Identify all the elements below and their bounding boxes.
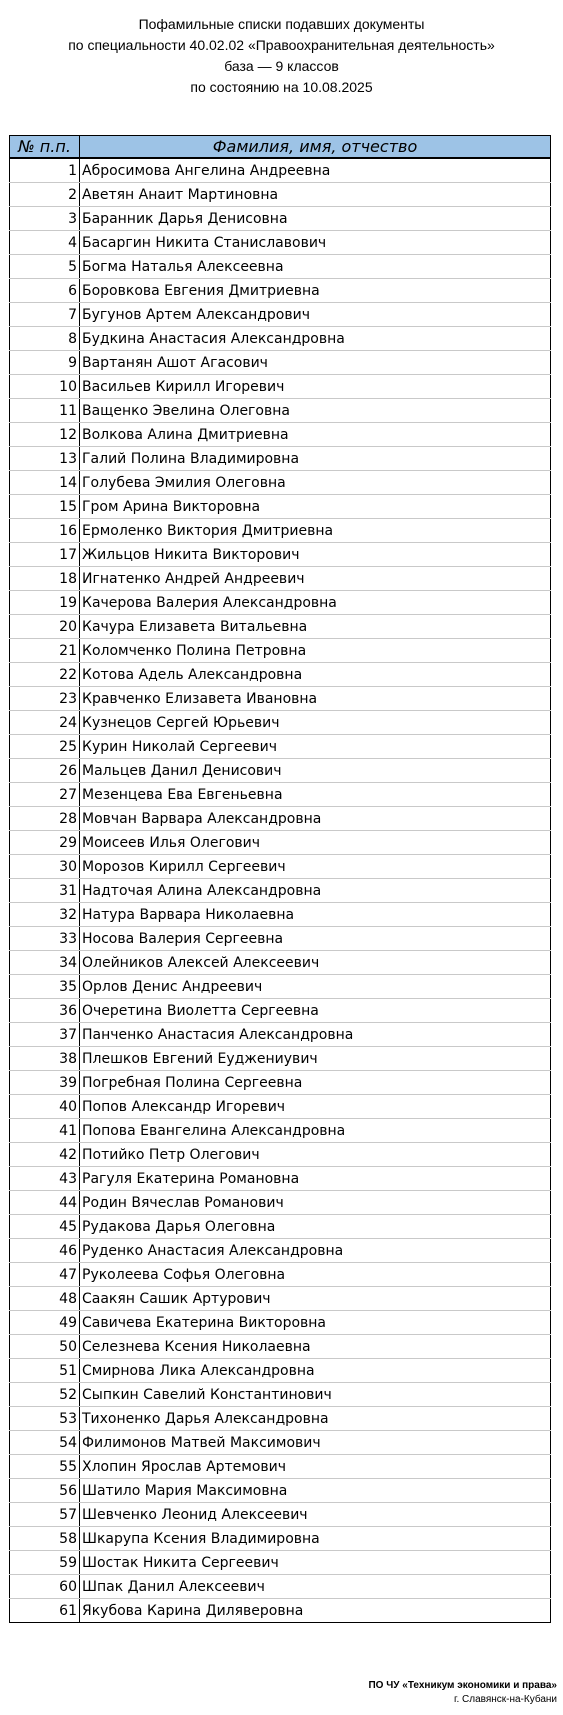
- column-header-name: Фамилия, имя, отчество: [80, 136, 551, 159]
- table-row: [10, 567, 551, 591]
- table-row: [10, 639, 551, 663]
- table-row: [10, 543, 551, 567]
- row-full-name: Морозов Кирилл Сергеевич: [80, 855, 551, 879]
- row-full-name: Ермоленко Виктория Дмитриевна: [80, 519, 551, 543]
- row-number: 51: [10, 1359, 80, 1383]
- table-row: [10, 855, 551, 879]
- table-row: [10, 1119, 551, 1143]
- row-number: 57: [10, 1503, 80, 1527]
- row-number: 9: [10, 351, 80, 375]
- row-full-name: Качура Елизавета Витальевна: [80, 615, 551, 639]
- table-row: [10, 951, 551, 975]
- row-full-name: Руденко Анастасия Александровна: [80, 1239, 551, 1263]
- row-full-name: Савичева Екатерина Викторовна: [80, 1311, 551, 1335]
- row-number: 48: [10, 1287, 80, 1311]
- row-number: 36: [10, 999, 80, 1023]
- row-full-name: Плешков Евгений Еуджениувич: [80, 1047, 551, 1071]
- row-number: 13: [10, 447, 80, 471]
- table-row: [10, 1479, 551, 1503]
- row-number: 37: [10, 1023, 80, 1047]
- table-row: [10, 423, 551, 447]
- row-full-name: Родин Вячеслав Романович: [80, 1191, 551, 1215]
- table-row: [10, 1551, 551, 1575]
- table-header-row: [10, 136, 551, 159]
- row-number: 46: [10, 1239, 80, 1263]
- table-row: [10, 1503, 551, 1527]
- table-row: [10, 903, 551, 927]
- table-row: [10, 807, 551, 831]
- table-row: [10, 1239, 551, 1263]
- table-row: [10, 1407, 551, 1431]
- table-row: [10, 303, 551, 327]
- row-full-name: Гром Арина Викторовна: [80, 495, 551, 519]
- row-full-name: Абросимова Ангелина Андреевна: [80, 158, 551, 183]
- row-full-name: Очеретина Виолетта Сергеевна: [80, 999, 551, 1023]
- table-row: [10, 1263, 551, 1287]
- table-row: [10, 735, 551, 759]
- table-row: [10, 831, 551, 855]
- row-number: 47: [10, 1263, 80, 1287]
- row-full-name: Боровкова Евгения Дмитриевна: [80, 279, 551, 303]
- row-number: 7: [10, 303, 80, 327]
- row-number: 43: [10, 1167, 80, 1191]
- row-number: 22: [10, 663, 80, 687]
- row-number: 2: [10, 183, 80, 207]
- row-full-name: Натура Варвара Николаевна: [80, 903, 551, 927]
- row-number: 17: [10, 543, 80, 567]
- table-row: [10, 158, 551, 183]
- row-full-name: Хлопин Ярослав Артемович: [80, 1455, 551, 1479]
- row-full-name: Моисеев Илья Олегович: [80, 831, 551, 855]
- table-body: [10, 158, 551, 1623]
- table-row: [10, 591, 551, 615]
- row-full-name: Шкарупа Ксения Владимировна: [80, 1527, 551, 1551]
- row-number: 44: [10, 1191, 80, 1215]
- row-full-name: Игнатенко Андрей Андреевич: [80, 567, 551, 591]
- row-number: 25: [10, 735, 80, 759]
- table-row: [10, 1383, 551, 1407]
- header-line-title: Пофамильные списки подавших документы: [138, 16, 425, 32]
- row-full-name: Будкина Анастасия Александровна: [80, 327, 551, 351]
- row-number: 16: [10, 519, 80, 543]
- row-full-name: Богма Наталья Алексеевна: [80, 255, 551, 279]
- row-number: 39: [10, 1071, 80, 1095]
- row-full-name: Саакян Сашик Артурович: [80, 1287, 551, 1311]
- row-full-name: Шатило Мария Максимовна: [80, 1479, 551, 1503]
- row-full-name: Ващенко Эвелина Олеговна: [80, 399, 551, 423]
- row-full-name: Мальцев Данил Денисович: [80, 759, 551, 783]
- table-row: [10, 1335, 551, 1359]
- row-number: 41: [10, 1119, 80, 1143]
- row-number: 10: [10, 375, 80, 399]
- row-number: 28: [10, 807, 80, 831]
- row-number: 52: [10, 1383, 80, 1407]
- table-row: [10, 327, 551, 351]
- table-row: [10, 1167, 551, 1191]
- table-row: [10, 663, 551, 687]
- table-row: [10, 1047, 551, 1071]
- row-full-name: Потийко Петр Олегович: [80, 1143, 551, 1167]
- row-number: 14: [10, 471, 80, 495]
- table-row: [10, 615, 551, 639]
- header-line-base: база — 9 классов: [224, 58, 339, 74]
- row-number: 34: [10, 951, 80, 975]
- row-number: 21: [10, 639, 80, 663]
- row-full-name: Шевченко Леонид Алексеевич: [80, 1503, 551, 1527]
- row-number: 27: [10, 783, 80, 807]
- table-row: [10, 1575, 551, 1599]
- row-number: 58: [10, 1527, 80, 1551]
- row-full-name: Качерова Валерия Александровна: [80, 591, 551, 615]
- row-number: 5: [10, 255, 80, 279]
- table-row: [10, 1215, 551, 1239]
- row-number: 18: [10, 567, 80, 591]
- table-row: [10, 519, 551, 543]
- row-full-name: Кузнецов Сергей Юрьевич: [80, 711, 551, 735]
- row-full-name: Васильев Кирилл Игоревич: [80, 375, 551, 399]
- table-row: [10, 231, 551, 255]
- table-row: [10, 711, 551, 735]
- row-number: 56: [10, 1479, 80, 1503]
- table-row: [10, 975, 551, 999]
- table-row: [10, 759, 551, 783]
- row-number: 26: [10, 759, 80, 783]
- row-number: 11: [10, 399, 80, 423]
- table-row: [10, 375, 551, 399]
- table-row: [10, 351, 551, 375]
- table-row: [10, 1431, 551, 1455]
- row-full-name: Сыпкин Савелий Константинович: [80, 1383, 551, 1407]
- row-full-name: Олейников Алексей Алексеевич: [80, 951, 551, 975]
- table-row: [10, 1527, 551, 1551]
- row-number: 1: [10, 158, 80, 183]
- table-row: [10, 879, 551, 903]
- row-full-name: Баранник Дарья Денисовна: [80, 207, 551, 231]
- row-full-name: Кравченко Елизавета Ивановна: [80, 687, 551, 711]
- row-full-name: Курин Николай Сергеевич: [80, 735, 551, 759]
- table-row: [10, 1455, 551, 1479]
- column-header-number: № п.п.: [10, 136, 80, 159]
- row-number: 15: [10, 495, 80, 519]
- table-row: [10, 495, 551, 519]
- row-full-name: Руколеева Софья Олеговна: [80, 1263, 551, 1287]
- footer-organization: ПО ЧУ «Техникум экономики и права»: [368, 1680, 557, 1691]
- table-row: [10, 471, 551, 495]
- table-row: [10, 927, 551, 951]
- header-line-date: по состоянию на 10.08.2025: [190, 79, 373, 95]
- row-full-name: Галий Полина Владимировна: [80, 447, 551, 471]
- row-full-name: Шпак Данил Алексеевич: [80, 1575, 551, 1599]
- row-full-name: Волкова Алина Дмитриевна: [80, 423, 551, 447]
- row-full-name: Носова Валерия Сергеевна: [80, 927, 551, 951]
- row-number: 42: [10, 1143, 80, 1167]
- row-full-name: Погребная Полина Сергеевна: [80, 1071, 551, 1095]
- row-number: 49: [10, 1311, 80, 1335]
- row-full-name: Котова Адель Александровна: [80, 663, 551, 687]
- row-number: 55: [10, 1455, 80, 1479]
- table-row: [10, 207, 551, 231]
- row-full-name: Филимонов Матвей Максимович: [80, 1431, 551, 1455]
- row-number: 19: [10, 591, 80, 615]
- applicants-table: [9, 135, 551, 1623]
- row-full-name: Смирнова Лика Александровна: [80, 1359, 551, 1383]
- row-full-name: Попова Евангелина Александровна: [80, 1119, 551, 1143]
- footer-city: г. Славянск-на-Кубани: [454, 1694, 557, 1705]
- row-full-name: Рудакова Дарья Олеговна: [80, 1215, 551, 1239]
- row-number: 29: [10, 831, 80, 855]
- table-row: [10, 1143, 551, 1167]
- table-row: [10, 183, 551, 207]
- table-row: [10, 447, 551, 471]
- row-full-name: Селезнева Ксения Николаевна: [80, 1335, 551, 1359]
- row-full-name: Орлов Денис Андреевич: [80, 975, 551, 999]
- row-number: 31: [10, 879, 80, 903]
- table-row: [10, 1599, 551, 1623]
- row-number: 50: [10, 1335, 80, 1359]
- row-number: 45: [10, 1215, 80, 1239]
- row-number: 40: [10, 1095, 80, 1119]
- row-full-name: Аветян Анаит Мартиновна: [80, 183, 551, 207]
- row-number: 6: [10, 279, 80, 303]
- table-row: [10, 1311, 551, 1335]
- row-number: 12: [10, 423, 80, 447]
- row-number: 24: [10, 711, 80, 735]
- table-row: [10, 255, 551, 279]
- row-number: 4: [10, 231, 80, 255]
- header-line-specialty: по специальности 40.02.02 «Правоохранительная деятельность»: [68, 37, 495, 53]
- row-full-name: Мезенцева Ева Евгеньевна: [80, 783, 551, 807]
- row-full-name: Попов Александр Игоревич: [80, 1095, 551, 1119]
- row-number: 23: [10, 687, 80, 711]
- row-number: 61: [10, 1599, 80, 1623]
- table-row: [10, 687, 551, 711]
- table-row: [10, 279, 551, 303]
- row-full-name: Тихоненко Дарья Александровна: [80, 1407, 551, 1431]
- row-number: 32: [10, 903, 80, 927]
- row-number: 3: [10, 207, 80, 231]
- row-number: 54: [10, 1431, 80, 1455]
- row-number: 53: [10, 1407, 80, 1431]
- row-number: 60: [10, 1575, 80, 1599]
- table-row: [10, 399, 551, 423]
- row-full-name: Коломченко Полина Петровна: [80, 639, 551, 663]
- row-number: 59: [10, 1551, 80, 1575]
- table-row: [10, 999, 551, 1023]
- document-footer: [368, 1679, 557, 1707]
- table-row: [10, 1071, 551, 1095]
- row-number: 35: [10, 975, 80, 999]
- row-number: 38: [10, 1047, 80, 1071]
- row-full-name: Рагуля Екатерина Романовна: [80, 1167, 551, 1191]
- table-row: [10, 1095, 551, 1119]
- row-number: 20: [10, 615, 80, 639]
- row-full-name: Голубева Эмилия Олеговна: [80, 471, 551, 495]
- row-full-name: Басаргин Никита Станиславович: [80, 231, 551, 255]
- table-row: [10, 783, 551, 807]
- row-full-name: Мовчан Варвара Александровна: [80, 807, 551, 831]
- row-number: 30: [10, 855, 80, 879]
- document-header: [0, 14, 563, 98]
- row-full-name: Вартанян Ашот Агасович: [80, 351, 551, 375]
- row-number: 8: [10, 327, 80, 351]
- table-row: [10, 1023, 551, 1047]
- row-full-name: Якубова Карина Диляверовна: [80, 1599, 551, 1623]
- row-full-name: Бугунов Артем Александрович: [80, 303, 551, 327]
- row-full-name: Шостак Никита Сергеевич: [80, 1551, 551, 1575]
- table-row: [10, 1287, 551, 1311]
- table-row: [10, 1359, 551, 1383]
- row-full-name: Жильцов Никита Викторович: [80, 543, 551, 567]
- row-full-name: Панченко Анастасия Александровна: [80, 1023, 551, 1047]
- row-full-name: Надточая Алина Александровна: [80, 879, 551, 903]
- row-number: 33: [10, 927, 80, 951]
- table-row: [10, 1191, 551, 1215]
